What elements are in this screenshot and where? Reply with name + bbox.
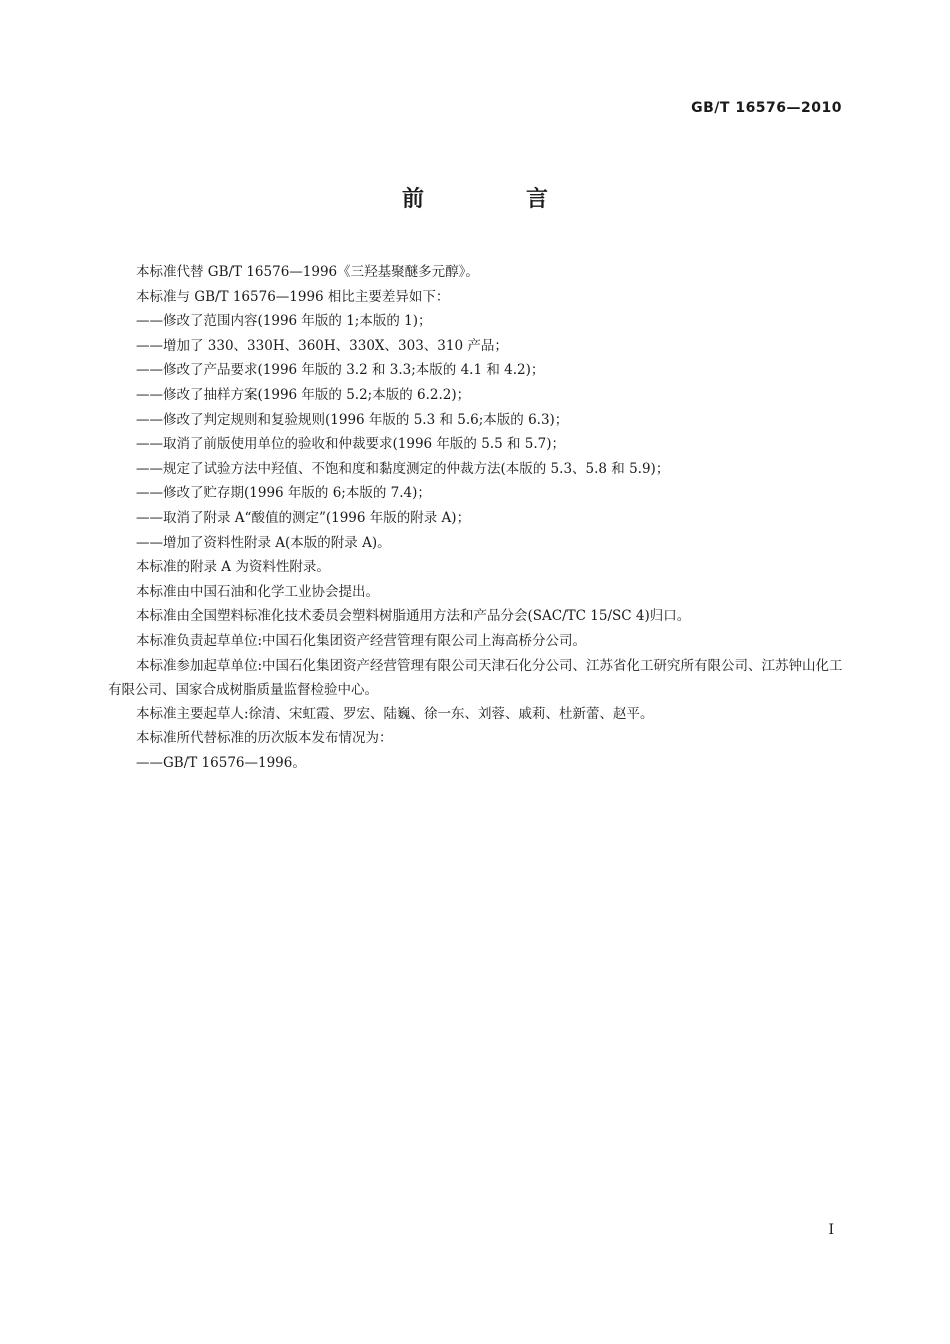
paragraph: 本标准所代替标准的历次版本发布情况为：: [136, 730, 393, 747]
list-item: ——取消了前版使用单位的验收和仲裁要求(1996 年版的 5.5 和 5.7)；: [136, 436, 565, 453]
list-item: ——GB/T 16576—1996。: [136, 754, 306, 771]
paragraph: 本标准由全国塑料标准化技术委员会塑料树脂通用方法和产品分会(SAC/TC 15/SC 4)归口。: [136, 608, 691, 625]
paragraph: 本标准负责起草单位:中国石化集团资产经营管理有限公司上海高桥分公司。: [136, 632, 587, 649]
list-item: ——规定了试验方法中羟值、不饱和度和黏度测定的仲裁方法(本版的 5.3、5.8 和 5.9)；: [136, 460, 670, 477]
paragraph: 本标准参加起草单位:中国石化集团资产经营管理有限公司天津石化分公司、江苏省化工研究所有限公司、江苏钟山化工有限公司、国家合成树脂质量监督检验中心。: [108, 657, 843, 698]
list-item: ——修改了范围内容(1996 年版的 1;本版的 1)；: [136, 313, 432, 330]
list-item: ——修改了产品要求(1996 年版的 3.2 和 3.3;本版的 4.1 和 4.2)；: [136, 362, 545, 379]
list-item: ——取消了附录 A“酸值的测定”(1996 年版的附录 A)；: [136, 509, 471, 526]
paragraph: 本标准的附录 A 为资料性附录。: [136, 559, 330, 576]
list-item: ——增加了资料性附录 A(本版的附录 A)。: [136, 534, 391, 551]
foreword-body: [108, 260, 844, 775]
list-item: ——修改了判定规则和复验规则(1996 年版的 5.3 和 5.6;本版的 6.3)；: [136, 411, 569, 428]
paragraph: 本标准由中国石油和化学工业协会提出。: [136, 583, 379, 600]
page-number: I: [828, 1222, 834, 1238]
paragraph: 本标准代替 GB/T 16576—1996《三羟基聚醚多元醇》。: [136, 264, 479, 280]
page-title: 前 言: [401, 187, 588, 212]
list-item: ——修改了贮存期(1996 年版的 6;本版的 7.4)；: [136, 485, 431, 502]
paragraph: 本标准主要起草人:徐清、宋虹霞、罗宏、陆巍、徐一东、刘蓉、戚莉、杜新蕾、赵平。: [136, 705, 654, 722]
paragraph: 本标准与 GB/T 16576—1996 相比主要差异如下：: [136, 288, 450, 305]
standard-code: GB/T 16576—2010: [691, 100, 842, 116]
list-item: ——增加了 330、330H、360H、330X、303、310 产品；: [136, 337, 508, 354]
list-item: ——修改了抽样方案(1996 年版的 5.2;本版的 6.2.2)；: [136, 386, 471, 403]
